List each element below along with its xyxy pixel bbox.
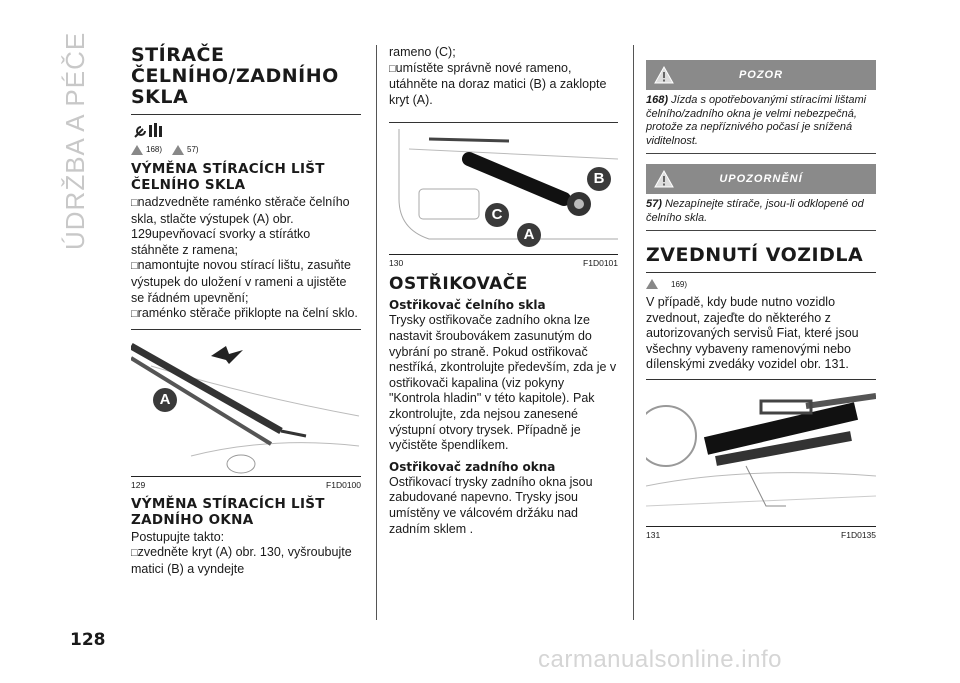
ref-169: 169)	[646, 279, 876, 289]
warning-triangle-icon	[646, 279, 658, 289]
column-2	[389, 45, 618, 537]
warning-triangle-icon	[654, 170, 674, 188]
title-rule	[131, 114, 361, 115]
watermark: carmanualsonline.info	[538, 646, 782, 673]
warning-triangle-icon	[172, 145, 199, 155]
heading-front-blades: VÝMĚNA STÍRACÍCH LIŠT ČELNÍHO SKLA	[131, 161, 325, 193]
step-5: □ umístěte správně nové rameno, utáhněte na doraz matici (B) a zaklopte kryt (A).	[389, 61, 618, 109]
notice-text: Nezapínejte stírače, jsou-li odklopené od čelního skla.	[646, 198, 864, 224]
figure-caption-130	[389, 258, 618, 268]
ref-57: 57)	[187, 145, 199, 155]
warning-body	[646, 90, 876, 154]
warning-triangle-icon	[131, 145, 162, 155]
step-4-continued: rameno (C);	[389, 45, 456, 59]
heading-rear-blades: VÝMĚNA STÍRACÍCH LIŠT ZADNÍHO OKNA	[131, 495, 325, 528]
figure-top-rule	[131, 329, 361, 330]
ref-168: 168)	[146, 145, 163, 155]
figure-number: 130	[389, 258, 404, 269]
heading-lifting: ZVEDNUTÍ VOZIDLA	[646, 244, 864, 266]
step-3: □ raménko stěrače přiklopte na čelní sklo.	[131, 306, 361, 323]
warning-text: Jízda s opotřebovanými stíracími lištami čelního/zadního okna je velmi nebezpečná, protože za nepříznivého počasí je snížená viditelnost.	[646, 94, 867, 147]
figure-code: F1D0101	[583, 258, 618, 269]
step-4: □ zvedněte kryt (A) obr. 130, vyšroubujte matici (B) a vyndejte	[131, 545, 361, 577]
callout-b: B	[587, 167, 611, 191]
figure-caption-129	[131, 480, 361, 490]
step-1: □ nadzvedněte raménko stěrače čelního skla, stlačte výstupek (A) obr. 129upevňovací svorky a stírátko stáhněte z ramena;	[131, 195, 361, 258]
rear-wiper-illustration	[389, 129, 618, 254]
page-number: 128	[70, 630, 106, 650]
figure-131-lifting	[646, 386, 876, 527]
notice-body	[646, 194, 876, 231]
subheading-rear-washer: Ostřikovač zadního okna	[389, 459, 556, 474]
callout-a: A	[153, 388, 177, 412]
warning-triangle-icon	[654, 66, 674, 84]
figure-number: 129	[131, 479, 146, 490]
car-lift-illustration	[646, 386, 876, 526]
notice-box-upozorneni	[646, 164, 876, 231]
notice-title: UPOZORNĚNÍ	[719, 173, 803, 185]
title-rule	[646, 272, 876, 273]
heading-washers: OSTŘIKOVAČE	[389, 274, 528, 295]
callout-c: C	[485, 203, 509, 227]
step-2: □ namontujte novou stírací lištu, zasuňte výstupek do uložení v rameni a ujistěte se řádném upevnění;	[131, 258, 361, 306]
warning-header	[646, 60, 876, 90]
column-3	[646, 60, 876, 546]
service-wrench-icon	[131, 121, 361, 143]
warning-title: POZOR	[738, 69, 784, 81]
figure-number: 131	[646, 529, 661, 540]
notice-number: 57)	[646, 198, 662, 210]
column-divider	[376, 45, 377, 620]
warning-number: 168)	[646, 94, 669, 106]
figure-code: F1D0135	[841, 529, 876, 540]
rear-intro: Postupujte takto:	[131, 529, 225, 544]
warning-box-pozor	[646, 60, 876, 154]
rear-washer-text: Ostřikovací trysky zadního okna jsou zabudované napevno. Trysky jsou umístěny ve válcovém držáku nad zadním sklem .	[389, 474, 593, 536]
front-washer-text: Trysky ostřikovače zadního okna lze nastavit šroubovákem zasunutým do vybrání po straně. Pokud ostřikovač nestříká, zkontrolujte především, zda je v ostřikovači kapalina (viz pokyny "Kontrola hladin" v této kapitole). Pak zkontrolujte, zda nejsou zanesené výstupní otvory trysek. Případně je vyčistěte špendlíkem.	[389, 313, 617, 453]
figure-caption-131	[646, 530, 876, 540]
lifting-text: V případě, kdy bude nutno vozidlo zvednout, zajeďte do některého z autorizovaných servisů Fiat, které jsou všechny vybaveny ramenovými nebo dílenskými zvedáky vozidel obr. 131.	[646, 295, 859, 372]
subheading-front-washer: Ostřikovač čelního skla	[389, 298, 546, 313]
callout-a: A	[517, 223, 541, 247]
figure-130-rear-wiper	[389, 129, 618, 255]
column-1	[131, 45, 361, 578]
figure-129-wiper-front	[131, 336, 361, 477]
figure-top-rule	[646, 379, 876, 380]
section-side-tab: ÚDRŽBA A PÉČE	[60, 31, 90, 250]
figure-code: F1D0100	[326, 479, 361, 490]
section-title-wipers: STÍRAČE ČELNÍHO/ZADNÍHO SKLA	[131, 44, 339, 108]
notice-header	[646, 164, 876, 194]
column-divider	[633, 45, 634, 620]
figure-top-rule	[389, 122, 618, 123]
